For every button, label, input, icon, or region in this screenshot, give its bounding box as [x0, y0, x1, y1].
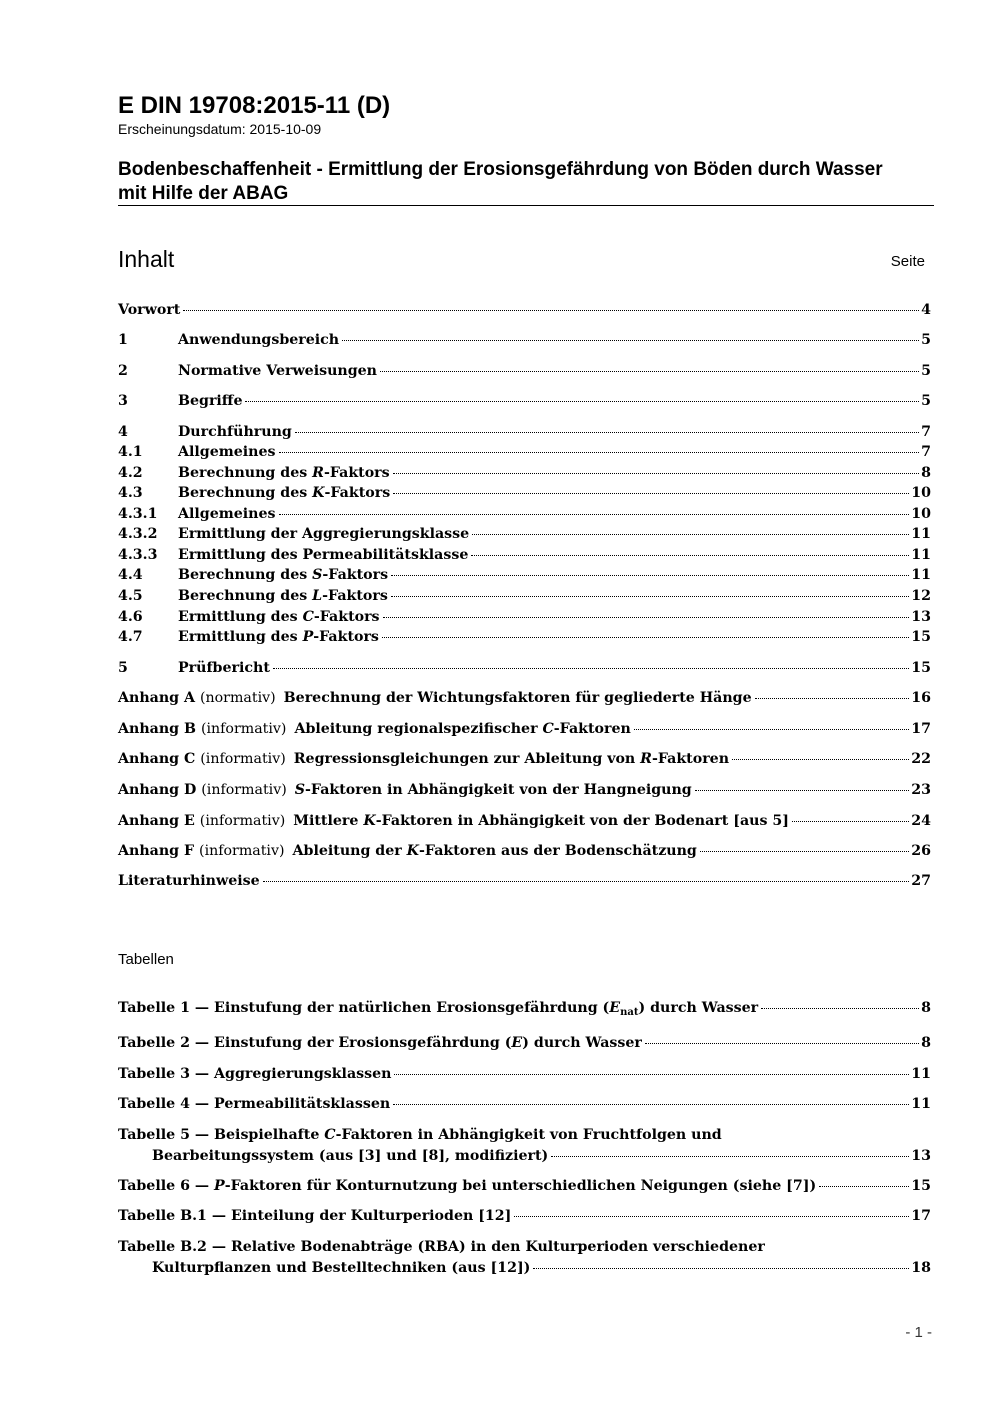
toc-entry-number: 5: [118, 660, 128, 676]
table-entry-text: Tabelle B.2 — Relative Bodenabträge (RBA) in den Kulturperioden verschiedener: [118, 1239, 765, 1255]
toc-entry-number: 4.3.3: [118, 547, 158, 563]
table-entry-text-continued: Bearbeitungssystem (aus [3] und [8], modifiziert): [152, 1148, 549, 1164]
toc-entry-number: 4.1: [118, 444, 143, 460]
toc-entry-page: 5: [921, 393, 931, 409]
toc-entry-vorwort[interactable]: [118, 302, 931, 324]
toc-entry-page: 7: [921, 424, 931, 440]
toc-entry-title: Literaturhinweise: [118, 873, 260, 889]
toc-entry-number: 4.3.1: [118, 506, 158, 522]
toc-entry-title: Normative Verweisungen: [178, 363, 377, 379]
toc-entry-4-3-2[interactable]: [118, 526, 931, 548]
toc-annex-b[interactable]: [118, 721, 931, 743]
annex-label: Anhang C (informativ): [118, 751, 286, 767]
annex-title: Ableitung regionalspezifischer C-Faktoren: [294, 721, 631, 737]
dot-leader: [393, 1104, 909, 1105]
document-title: [118, 158, 938, 206]
dot-leader: [472, 534, 909, 535]
dot-leader: [695, 790, 910, 791]
dot-leader: [819, 1186, 909, 1187]
toc-entry-4-2[interactable]: [118, 465, 931, 487]
toc-heading: Inhalt: [118, 246, 175, 272]
toc-entry-4-5[interactable]: [118, 588, 931, 610]
toc-entry-page: 5: [921, 363, 931, 379]
toc-entry-page: 11: [911, 547, 931, 563]
table-entry-text: Tabelle 3 — Aggregierungsklassen: [118, 1066, 392, 1082]
table-entry-3[interactable]: [118, 1066, 931, 1087]
dot-leader: [295, 432, 919, 433]
table-entry-page: 13: [911, 1148, 931, 1164]
table-entry-text: Tabelle 1 — Einstufung der natürlichen Erosionsgefährdung $(E_{nat})$ durch Wasser: [118, 1000, 759, 1018]
toc-entry-title: Berechnung des R-Faktors: [178, 465, 390, 481]
toc-annex-d[interactable]: [118, 782, 931, 804]
toc-annex-a[interactable]: [118, 690, 931, 712]
toc-entry-title: Ermittlung der Aggregierungsklasse: [178, 526, 470, 542]
dot-leader: [393, 493, 909, 494]
toc-entry-title: Ermittlung des C-Faktors: [178, 609, 380, 625]
toc-entry-page: 27: [911, 873, 931, 889]
toc-entry-title: Berechnung des S-Faktors: [178, 567, 389, 583]
toc-entry-4-1[interactable]: [118, 444, 931, 466]
toc-entry-page: 15: [911, 629, 931, 645]
dot-leader: [514, 1216, 909, 1217]
table-entry-page: 17: [911, 1208, 931, 1224]
toc-entry-number: 1: [118, 332, 128, 348]
table-entry-page: 8: [921, 1000, 931, 1016]
toc-entry-4-3[interactable]: [118, 485, 931, 507]
toc-entry-number: 4.5: [118, 588, 143, 604]
annex-title: Ableitung der K-Faktoren aus der Bodenschätzung: [292, 843, 697, 859]
toc-entry-number: 4.3: [118, 485, 143, 501]
toc-entry-page: 10: [911, 485, 931, 501]
toc-entry-page: 7: [921, 444, 931, 460]
toc-entry-page: 13: [911, 609, 931, 625]
toc-entry-page: 26: [911, 843, 931, 859]
toc-entry-page: 17: [911, 721, 931, 737]
dot-leader: [391, 596, 909, 597]
toc-entry-number: 4.6: [118, 609, 143, 625]
toc-entry-title: Berechnung des L-Faktors: [178, 588, 388, 604]
toc-entry-bibliography[interactable]: [118, 873, 931, 895]
table-entry-page: 15: [911, 1178, 931, 1194]
toc-annex-c[interactable]: [118, 751, 931, 773]
document-title-line-1: Bodenbeschaffenheit - Ermittlung der Erosionsgefährdung von Böden durch Wasser: [118, 159, 883, 180]
toc-entry-title: Anwendungsbereich: [178, 332, 340, 348]
dot-leader: [245, 401, 919, 402]
toc-entry-title: Begriffe: [178, 393, 243, 409]
toc-entry-title: Vorwort: [118, 302, 181, 318]
annex-label: Anhang B (informativ): [118, 721, 287, 737]
dot-leader: [761, 1008, 919, 1009]
annex-title: Berechnung der Wichtungsfaktoren für gegliederte Hänge: [283, 690, 752, 706]
dot-leader: [342, 340, 919, 341]
table-entry-text: Tabelle 6 — P-Faktoren für Konturnutzung bei unterschiedlichen Neigungen (siehe [7]): [118, 1178, 817, 1194]
table-entry-text: Tabelle B.1 — Einteilung der Kulturperioden [12]: [118, 1208, 512, 1224]
dot-leader: [732, 759, 909, 760]
title-divider: [118, 205, 934, 206]
toc-entry-page: 12: [911, 588, 931, 604]
document-number: E DIN 19708:2015-11 (D): [118, 92, 391, 119]
toc-entry-title: Allgemeines: [178, 506, 276, 522]
dot-leader: [279, 514, 910, 515]
annex-label: Anhang E (informativ): [118, 813, 286, 829]
table-entry-page: 11: [911, 1096, 931, 1112]
toc-entry-page: 11: [911, 567, 931, 583]
toc-entry-4-3-3[interactable]: [118, 547, 931, 569]
table-entry-1[interactable]: [118, 1000, 931, 1021]
toc-entry-title: Allgemeines: [178, 444, 276, 460]
dot-leader: [551, 1156, 909, 1157]
table-entry-b1[interactable]: [118, 1208, 931, 1229]
annex-label: Anhang D (informativ): [118, 782, 287, 798]
toc-entry-4[interactable]: [118, 424, 931, 446]
dot-leader: [263, 881, 910, 882]
toc-annex-e[interactable]: [118, 813, 931, 835]
table-entry-page: 8: [921, 1035, 931, 1051]
toc-entry-4-6[interactable]: [118, 609, 931, 631]
dot-leader: [383, 617, 910, 618]
table-entry-2[interactable]: [118, 1035, 931, 1056]
page-number: - 1 -: [905, 1324, 932, 1341]
annex-label: Anhang A (normativ): [118, 690, 276, 706]
table-entry-5[interactable]: [118, 1127, 931, 1169]
toc-entry-number: 4.2: [118, 465, 143, 481]
toc-entry-page: 24: [911, 813, 931, 829]
dot-leader: [700, 851, 909, 852]
toc-entry-title: Berechnung des K-Faktors: [178, 485, 391, 501]
toc-entry-page: 15: [911, 660, 931, 676]
dot-leader: [273, 668, 909, 669]
dot-leader: [279, 452, 920, 453]
page-column-label: Seite: [890, 253, 925, 270]
table-entry-text: Tabelle 4 — Permeabilitätsklassen: [118, 1096, 391, 1112]
toc-entry-5[interactable]: [118, 660, 931, 682]
toc-entry-page: 4: [921, 302, 931, 318]
toc-entry-title: Ermittlung des Permeabilitätsklasse: [178, 547, 469, 563]
toc-entry-title: Durchführung: [178, 424, 292, 440]
dot-leader: [393, 473, 919, 474]
table-entry-b2[interactable]: [118, 1239, 931, 1281]
dot-leader: [634, 729, 909, 730]
table-entry-page: 18: [911, 1260, 931, 1276]
dot-leader: [645, 1043, 919, 1044]
dot-leader: [380, 371, 919, 372]
toc-annex-f[interactable]: [118, 843, 931, 865]
toc-entry-number: 4.4: [118, 567, 143, 583]
dot-leader: [792, 821, 909, 822]
toc-entry-number: 3: [118, 393, 128, 409]
table-entry-text-continued: Kulturpflanzen und Bestelltechniken (aus [12]): [152, 1260, 531, 1276]
toc-entry-page: 8: [921, 465, 931, 481]
toc-entry-number: 4.7: [118, 629, 143, 645]
toc-entry-4-4[interactable]: [118, 567, 931, 589]
publication-date: Erscheinungsdatum: 2015-10-09: [118, 121, 322, 137]
toc-entry-title: Ermittlung des P-Faktors: [178, 629, 379, 645]
toc-entry-1[interactable]: [118, 332, 931, 354]
toc-entry-number: 4: [118, 424, 128, 440]
annex-title: Mittlere K-Faktoren in Abhängigkeit von der Bodenart [aus 5]: [293, 813, 789, 829]
dot-leader: [183, 310, 919, 311]
table-entry-6[interactable]: [118, 1178, 931, 1199]
toc-entry-3[interactable]: [118, 393, 931, 415]
dot-leader: [391, 575, 909, 576]
table-entry-4[interactable]: [118, 1096, 931, 1117]
toc-entry-title: Prüfbericht: [178, 660, 270, 676]
document-title-line-2: mit Hilfe der ABAG: [118, 183, 289, 204]
dot-leader: [755, 698, 910, 699]
dot-leader: [533, 1268, 909, 1269]
toc-entry-number: 4.3.2: [118, 526, 158, 542]
annex-title: Regressionsgleichungen zur Ableitung von R-Faktoren: [293, 751, 730, 767]
tables-heading: Tabellen: [118, 951, 174, 968]
dot-leader: [394, 1074, 909, 1075]
toc-entry-2[interactable]: [118, 363, 931, 385]
toc-entry-page: 11: [911, 526, 931, 542]
annex-label: Anhang F (informativ): [118, 843, 285, 859]
toc-entry-page: 16: [911, 690, 931, 706]
toc-entry-page: 5: [921, 332, 931, 348]
dot-leader: [382, 637, 909, 638]
toc-entry-page: 23: [911, 782, 931, 798]
annex-title: S-Faktoren in Abhängigkeit von der Hangneigung: [294, 782, 692, 798]
dot-leader: [471, 555, 909, 556]
table-entry-text: Tabelle 2 — Einstufung der Erosionsgefährdung (E) durch Wasser: [118, 1035, 642, 1051]
toc-entry-page: 10: [911, 506, 931, 522]
toc-entry-page: 22: [911, 751, 931, 767]
toc-entry-4-3-1[interactable]: [118, 506, 931, 528]
table-entry-page: 11: [911, 1066, 931, 1082]
toc-entry-number: 2: [118, 363, 128, 379]
toc-entry-4-7[interactable]: [118, 629, 931, 651]
table-entry-text: Tabelle 5 — Beispielhafte C-Faktoren in Abhängigkeit von Fruchtfolgen und: [118, 1127, 722, 1143]
